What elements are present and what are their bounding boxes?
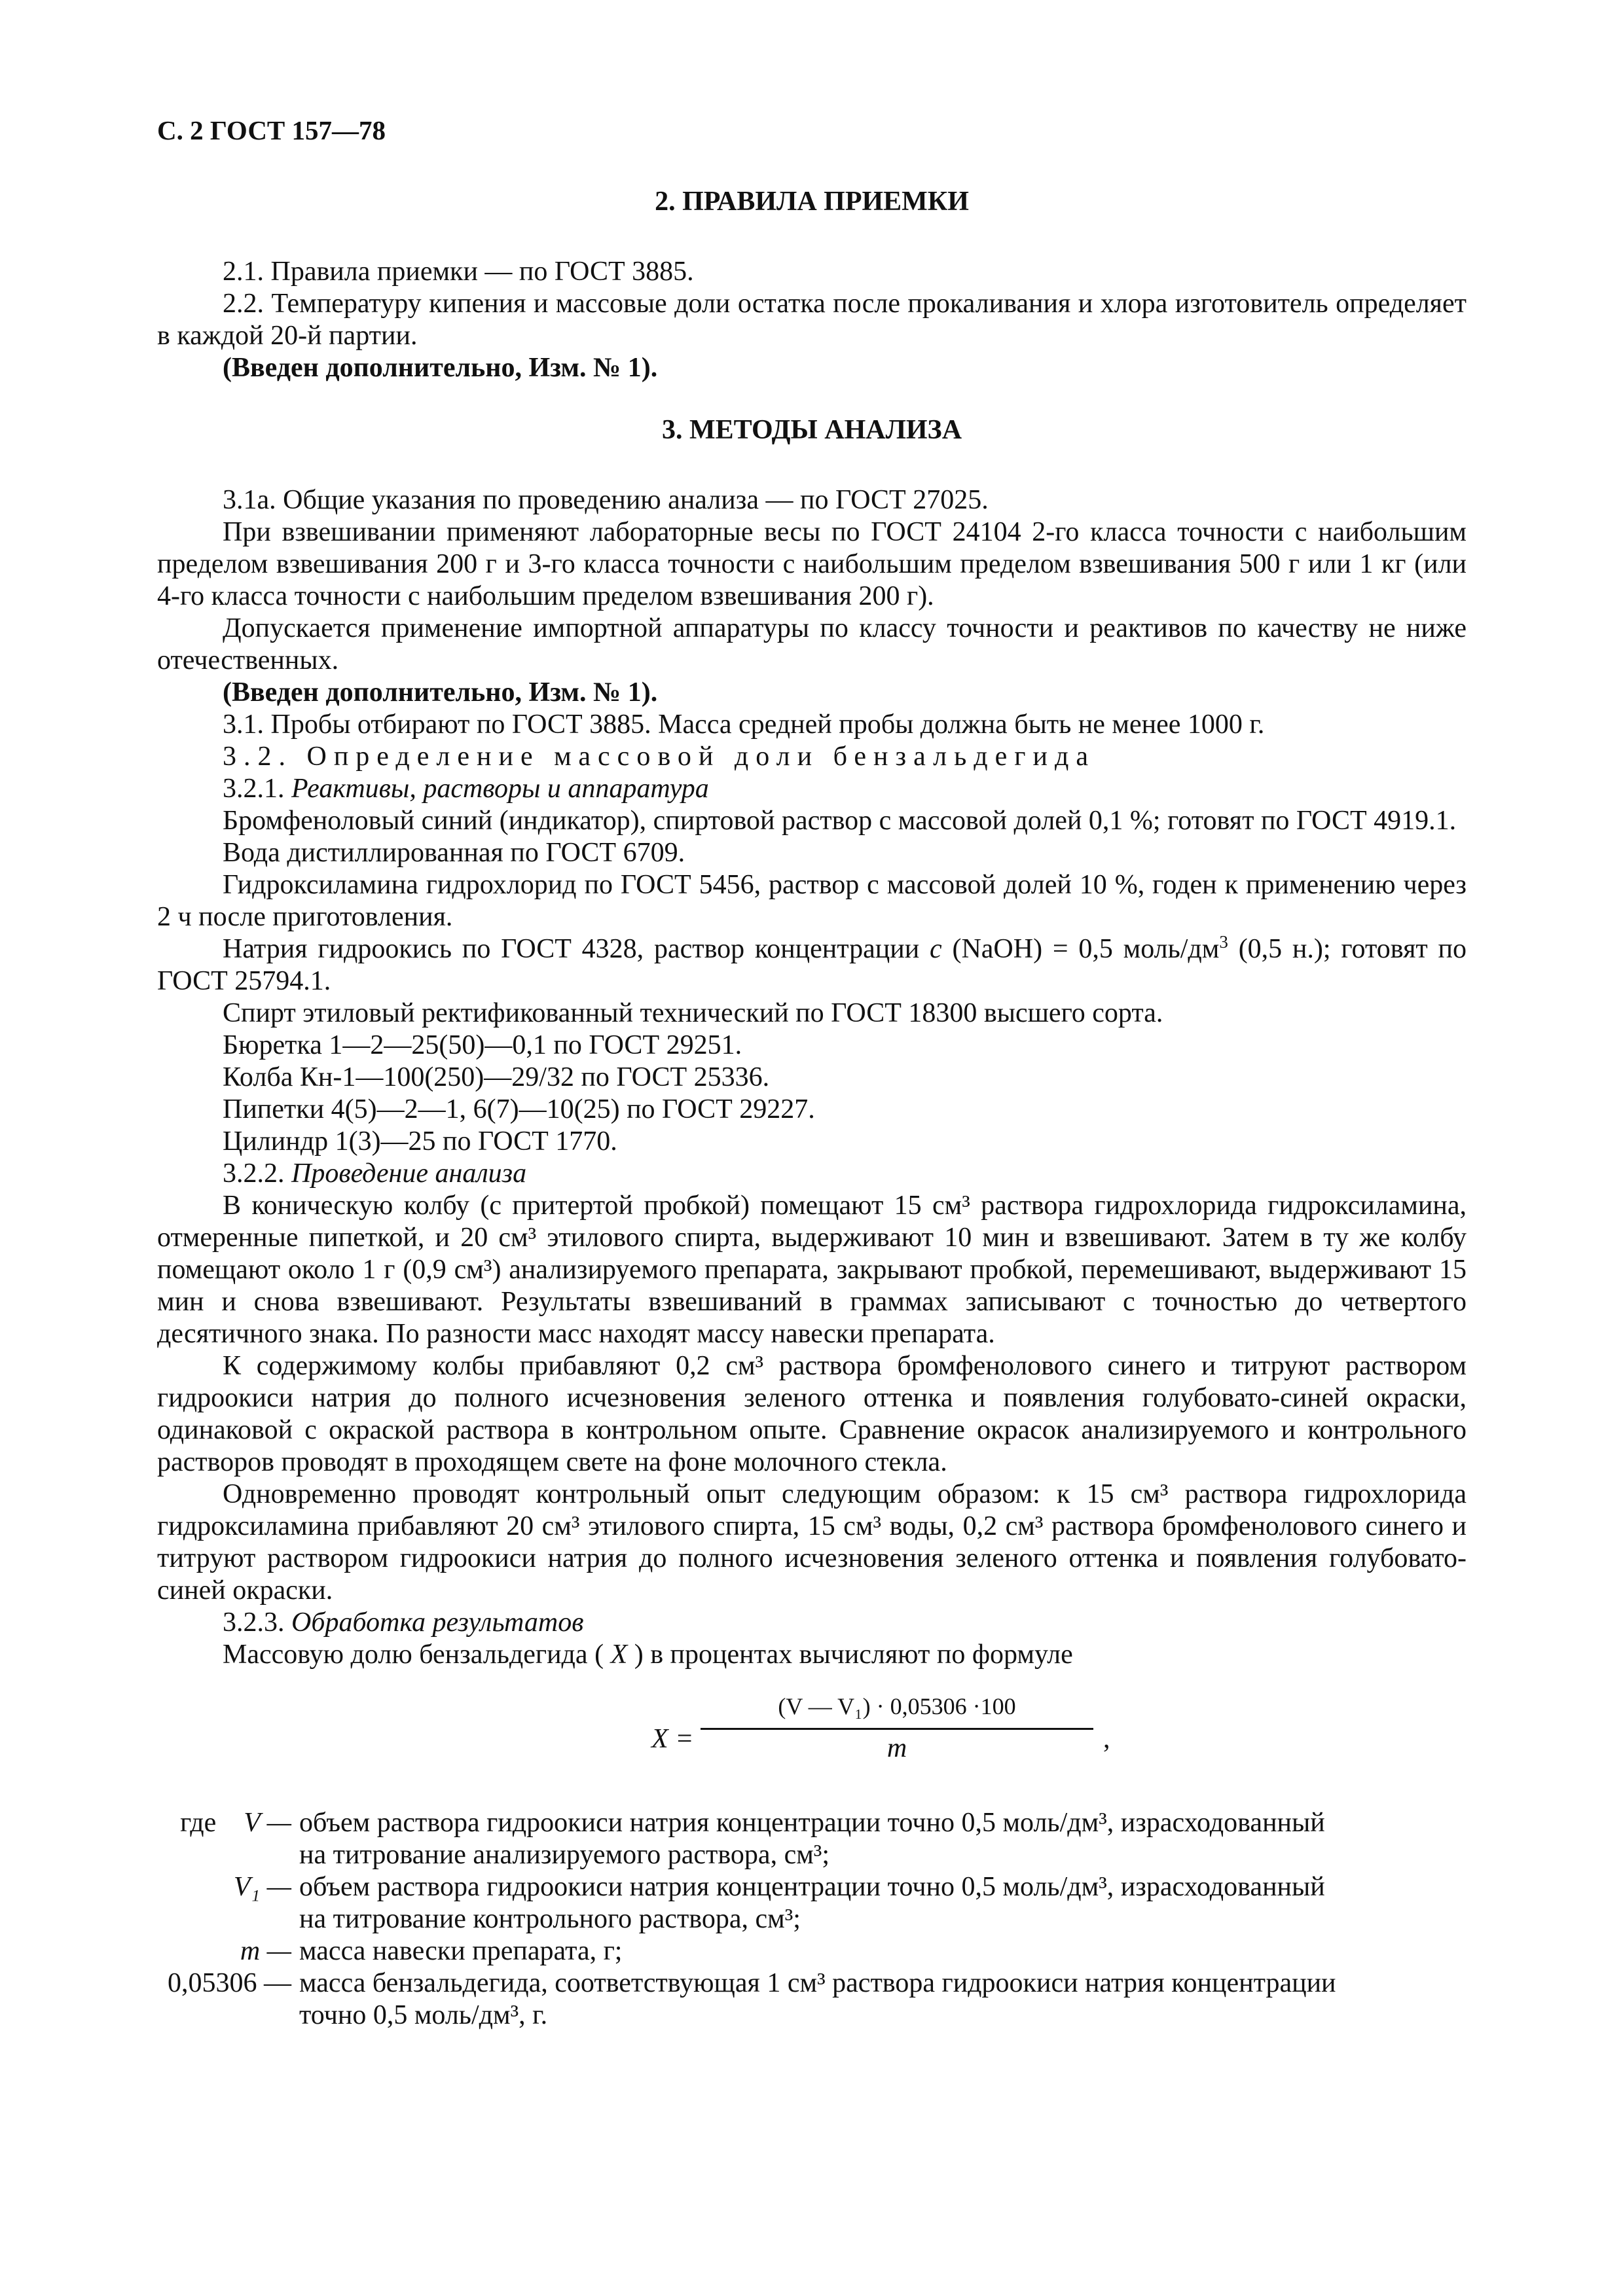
definition-text: масса навески препарата, г; (299, 1936, 623, 1966)
paragraph-2-1: 2.1. Правила приемки — по ГОСТ 3885. (223, 257, 694, 287)
paragraph-3-2-3 (157, 1607, 1467, 1639)
paragraph-3-2-1 (157, 773, 1467, 805)
reagent-item: Гидроксиламина гидрохлорид по ГОСТ 5456, раствор с массовой долей 10 %, годен к применению через 2 ч после приготовления. (157, 870, 1467, 932)
page-content (157, 115, 1467, 2032)
definition-text: объем раствора гидроокиси натрия концентрации точно 0,5 моль/дм³, израсходованный на титрование контрольного раствора, см³; (299, 1872, 1325, 1934)
definition-symbol: 0,05306 — (168, 1968, 291, 1998)
definition-text: объем раствора гидроокиси натрия концентрации точно 0,5 моль/дм³, израсходованный на титрование анализируемого раствора, см³; (299, 1808, 1325, 1870)
equipment-item: Бюретка 1—2—25(50)—0,1 по ГОСТ 29251. (223, 1030, 742, 1060)
formula (157, 1691, 1467, 1782)
definition-row (157, 1935, 1467, 1967)
equipment-item: Спирт этиловый ректификованный технический по ГОСТ 18300 высшего сорта. (223, 998, 1163, 1028)
clause-title: Реактивы, растворы и аппаратура (291, 774, 709, 804)
clause-title: Обработка результатов (291, 1607, 584, 1638)
formula-numerator: (V — V₁) · 0,05306 ·100 (778, 1693, 1016, 1719)
amendment-note: (Введен дополнительно, Изм. № 1). (223, 677, 658, 708)
equipment-item: Цилиндр 1(3)—25 по ГОСТ 1770. (223, 1126, 617, 1157)
paragraph-import: Допускается применение импортной аппаратуры по классу точности и реактивов по качеству не ниже отечественных. (157, 613, 1467, 675)
formula-denominator: m (886, 1733, 907, 1763)
clause-number: 3.2.2. (223, 1158, 285, 1189)
paragraph-3-1a: 3.1а. Общие указания по проведению анализа — по ГОСТ 27025. (223, 485, 989, 515)
equipment-item: Пипетки 4(5)—2—1, 6(7)—10(25) по ГОСТ 29227. (223, 1094, 815, 1124)
definition-text: масса бензальдегида, соответствующая 1 см³ раствора гидроокиси натрия концентрации точно 0,5 моль/дм³, г. (299, 1968, 1336, 2030)
paragraph-2-2: 2.2. Температуру кипения и массовые доли остатка после прокаливания и хлора изготовитель определяет в каждой 20-й партии. (157, 289, 1467, 351)
page-header: С. 2 ГОСТ 157—78 (157, 115, 386, 145)
paragraph-3-2-2 (157, 1158, 1467, 1190)
reagent-item: Вода дистиллированная по ГОСТ 6709. (223, 838, 685, 868)
paragraph-analysis: В коническую колбу (с притертой пробкой) помещают 15 см³ раствора гидрохлорида гидроксиламина, отмеренные пипеткой, и 20 см³ этилового спирта, выдерживают 10 мин и взвешивают. Затем в ту же колбу помещают около 1 г (0,9 см³) анализируемого препарата, закрывают пробкой, перемешивают, выдерживают 15 мин и снова взвешивают. Результаты взвешиваний в граммах записывают с точностью до четвертого десятичного знака. По разности масс находят массу навески препарата. (157, 1191, 1467, 1349)
reagent-item-naoh: Натрия гидроокись по ГОСТ 4328, раствор концентрации c (NaOH) = 0,5 моль/$дм^3$ (0,5 н.); готовят по ГОСТ 25794.1. (157, 932, 1467, 996)
paragraph-control: Одновременно проводят контрольный опыт следующим образом: к 15 см³ раствора гидрохлорида гидроксиламина прибавляют 20 см³ этилового спирта, 15 см³ воды, 0,2 см³ раствора бромфенолового синего и титруют раствором гидроокиси натрия до полного исчезновения зеленого оттенка и появления голубовато-синей окраски. (157, 1479, 1467, 1605)
section-title-methods: 3. МЕТОДЫ АНАЛИЗА (661, 415, 962, 445)
definition-symbol: m — (240, 1936, 291, 1966)
definition-row (157, 1871, 1467, 1935)
formula-comma: , (1103, 1724, 1110, 1754)
paragraph-3-1: 3.1. Пробы отбирают по ГОСТ 3885. Масса средней пробы должна быть не менее 1000 г. (223, 709, 1265, 740)
clause-number: 3.2.1. (223, 774, 285, 804)
formula-fraction (701, 1691, 1093, 1765)
variable-definitions (157, 1807, 1467, 2032)
paragraph-3-2: 3.2. Определение массовой доли бензальдегида (223, 742, 1095, 772)
definition-symbol: V₁ — (233, 1872, 291, 1902)
reagent-item: Бромфеноловый синий (индикатор), спиртовой раствор с массовой долей 0,1 %; готовят по ГОСТ 4919.1. (223, 806, 1457, 836)
clause-title: Проведение анализа (291, 1158, 527, 1189)
amendment-note: (Введен дополнительно, Изм. № 1). (223, 353, 658, 383)
section-title-acceptance: 2. ПРАВИЛА ПРИЕМКИ (655, 187, 969, 217)
definition-row (157, 1967, 1467, 2032)
paragraph-titration: К содержимому колбы прибавляют 0,2 см³ раствора бромфенолового синего и титруют раствором гидроокиси натрия до полного исчезновения зеленого оттенка и появления голубовато-синей окраски, одинаковой с окраской раствора в контрольном опыте. Сравнение окрасок анализируемого и контрольного растворов проводят в проходящем свете на фоне молочного стекла. (157, 1351, 1467, 1477)
definition-symbol: где V — (180, 1808, 291, 1838)
paragraph-formula-intro: Массовую долю бензальдегида ( X ) в процентах вычисляют по формуле (223, 1640, 1073, 1670)
formula-lhs: X = (651, 1724, 694, 1754)
clause-number: 3.2.3. (223, 1607, 285, 1638)
equipment-item: Колба Кн-1—100(250)—29/32 по ГОСТ 25336. (223, 1062, 770, 1092)
definition-row (157, 1807, 1467, 1871)
paragraph-weighing: При взвешивании применяют лабораторные весы по ГОСТ 24104 2-го класса точности с наибольшим пределом взвешивания 200 г и 3-го класса точности с наибольшим пределом взвешивания 500 г или 1 кг (или 4-го класса точности с наибольшим пределом взвешивания 200 г). (157, 517, 1467, 611)
